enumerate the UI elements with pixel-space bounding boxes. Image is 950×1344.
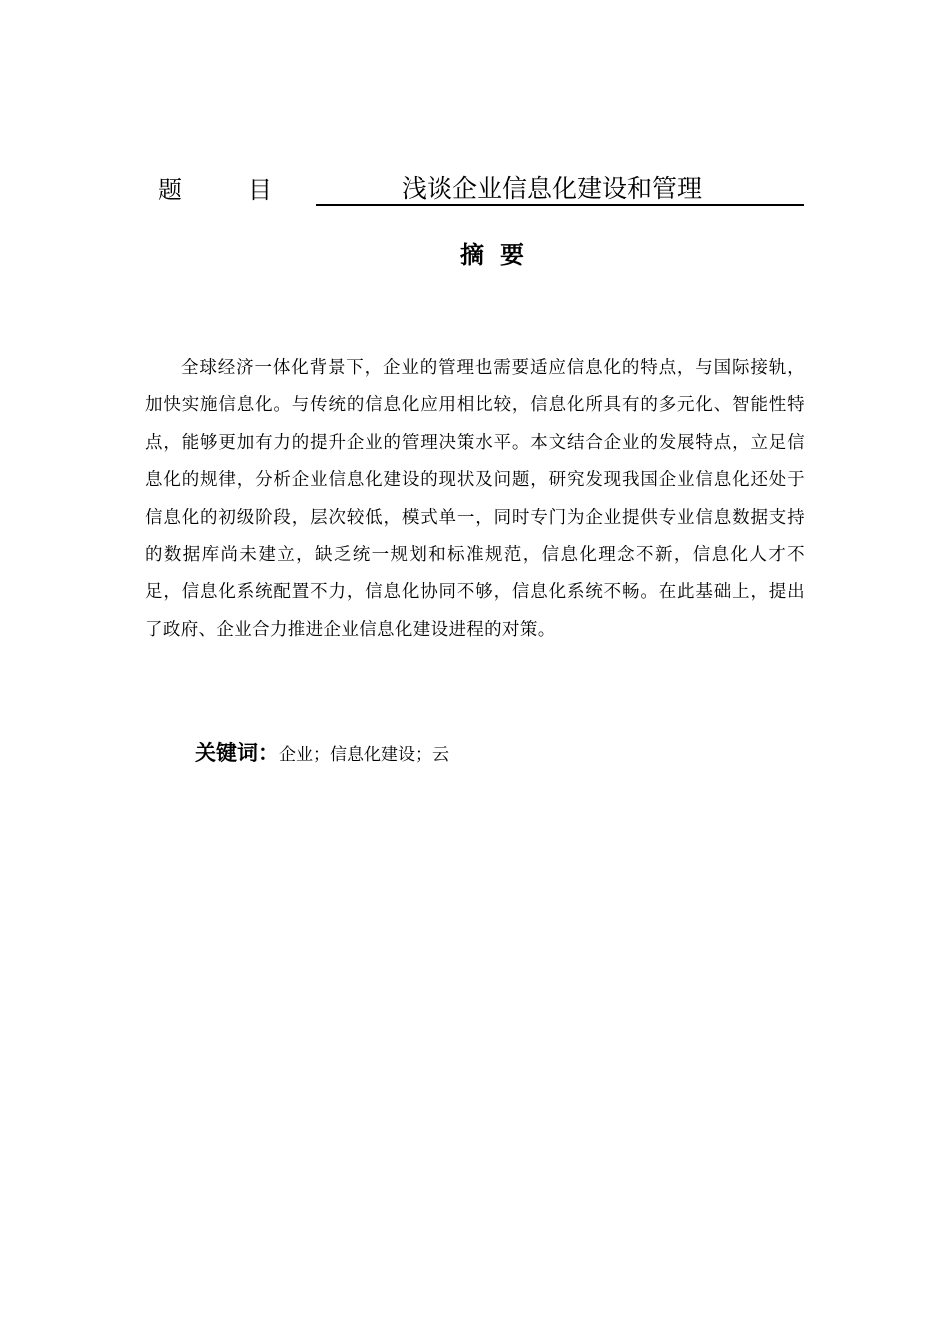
keywords-label: 关键词： [195,741,279,765]
title-label-first-char: 题 [158,176,182,204]
title-underline [316,170,804,206]
keywords-line [195,735,449,773]
abstract-body: 全球经济一体化背景下，企业的管理也需要适应信息化的特点，与国际接轨，加快实施信息化。与传统的信息化应用相比较，信息化所具有的多元化、智能性特点，能够更加有力的提升企业的管理决策水平。本文结合企业的发展特点，立足信息化的规律，分析企业信息化建设的现状及问题，研究发现我国企业信息化还处于信息化的初级阶段，层次较低，模式单一，同时专门为企业提供专业信息数据支持的数据库尚未建立，缺乏统一规划和标准规范，信息化理念不新，信息化人才不足，信息化系统配置不力，信息化协同不够，信息化系统不畅。在此基础上，提出了政府、企业合力推进企业信息化建设进程的对策。 [145,358,805,640]
thesis-title: 浅谈企业信息化建设和管理 [402,174,703,203]
keywords-value: 企业；信息化建设；云 [279,745,449,765]
abstract-heading: 摘要 [460,241,540,269]
title-row [158,170,808,210]
title-label-second-char: 目 [248,176,272,204]
